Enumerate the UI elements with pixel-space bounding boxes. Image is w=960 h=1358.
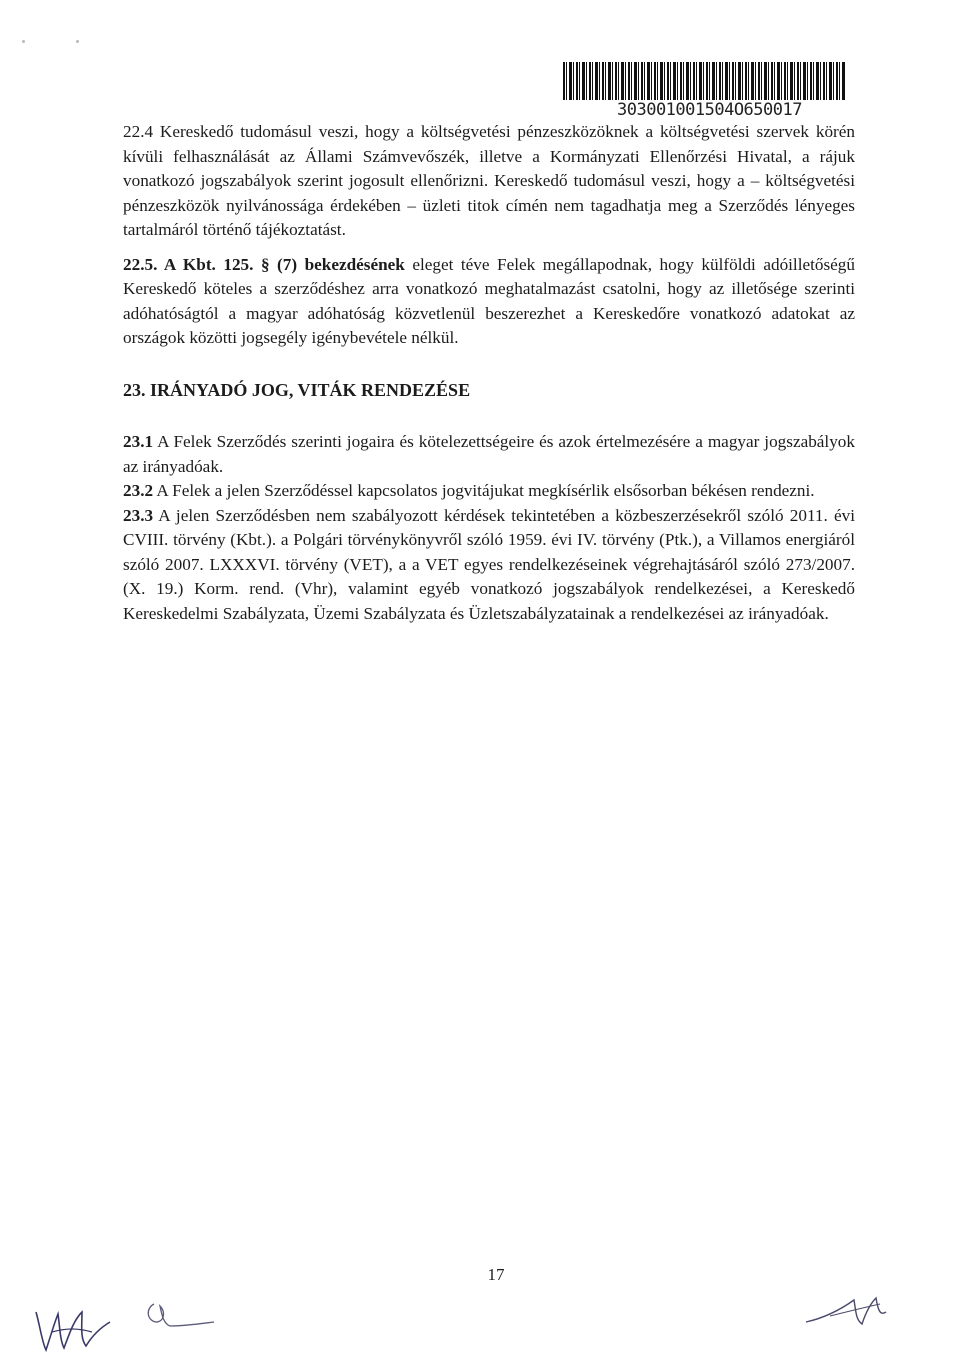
signature-right <box>800 1282 890 1334</box>
paragraph-text: A Felek a jelen Szerződéssel kapcsolatos jogvitájukat megkísérlik elsősorban békésen rendezni. <box>153 481 815 500</box>
paragraph-text: A Felek Szerződés szerinti jogaira és kötelezettségeire és azok értelmezésére a magyar jogszabályok az irányadóak. <box>123 432 855 476</box>
scan-speck <box>22 40 25 43</box>
paragraph-22-4 <box>123 120 855 243</box>
section-number: 23.2 <box>123 481 154 500</box>
scan-speck <box>76 40 79 43</box>
paragraph-text: Kereskedő tudomásul veszi, hogy a költségvetési pénzeszközöknek a költségvetési szervek körén kívüli felhasználását az Állami Számvevőszék, illetve a Kormányzati Ellenőrzési Hivatal, a rájuk vonatkozó jogszabályok szerint jogosult ellenőrizni. Kereskedő tudomásul veszi, hogy a – költségvetési pénzeszközök nyilvánossága érdekében – üzleti titok címén nem tagadhatja meg a Szerződés lényeges tartalmáról történő tájékoztatást. <box>123 122 855 239</box>
paragraph-text: A jelen Szerződésben nem szabályozott kérdések tekintetében a közbeszerzésekről szóló 2011. évi CVIII. törvény (Kbt.). a Polgári törvénykönyvről szóló 1959. évi IV. törvény (Ptk.), a Villamos energiáról szóló 2007. LXXXVI. törvény (VET), a a VET egyes rendelkezéseinek végrehajtásáról szóló 273/2007. (X. 19.) Korm. rend. (Vhr), valamint egyéb vonatkozó jogszabályok rendelkezései, a Kereskedő Kereskedelmi Szabályzata, Üzemi Szabályzata és Üzletszabályzatainak a rendelkezései az irányadóak. <box>123 505 855 623</box>
barcode <box>563 62 845 100</box>
legal-reference: A Kbt. 125. § (7) bekezdésének <box>157 254 405 274</box>
paragraph-text: eleget téve Felek megállapodnak, hogy külföldi adóilletőségű Kereskedő köteles a szerződéshez arra vonatkozó meghatalmazást csatolni, hogy az illetősége szerinti adóhatóságtól a magyar adóhatóság közvetlenül beszerezhet a Kereskedőre vonatkozó adatokat az országok közötti jogsegély igénybevétele nélkül. <box>123 254 855 347</box>
paragraph-23-2 <box>123 479 855 504</box>
signature-left <box>30 1292 120 1354</box>
section-number: 22.5. <box>123 254 158 274</box>
paragraph-23-3 <box>123 504 855 627</box>
section-number: 22.4 <box>123 122 154 141</box>
barcode-number: 303001001504O650017 <box>617 100 802 120</box>
page-number: 17 <box>487 1265 505 1284</box>
section-heading-23: 23. IRÁNYADÓ JOG, VITÁK RENDEZÉSE <box>123 379 471 400</box>
section-number: 23.1 <box>123 432 154 451</box>
section-number: 23.3 <box>123 505 154 525</box>
paragraph-23-1 <box>123 430 855 479</box>
document-body <box>123 120 855 626</box>
signature-middle <box>140 1294 220 1334</box>
paragraph-22-5 <box>123 253 855 351</box>
